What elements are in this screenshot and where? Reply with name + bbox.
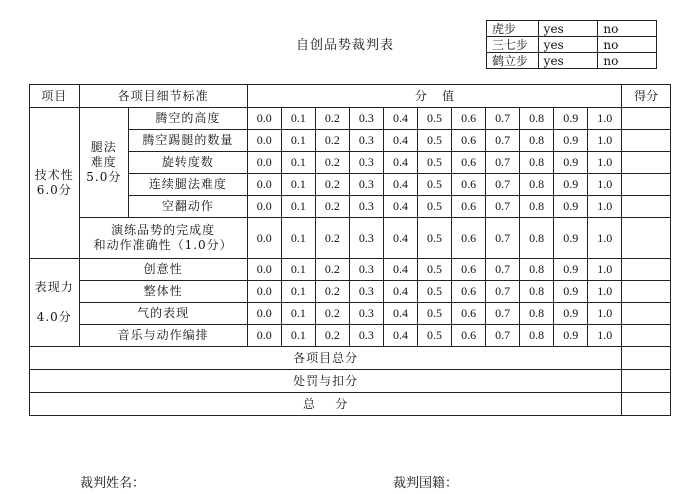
kick-criterion: 旋转度数 <box>129 152 248 174</box>
score-value-cell[interactable]: 0.5 <box>418 152 452 174</box>
score-value-cell[interactable]: 0.6 <box>452 130 486 152</box>
score-value-cell[interactable]: 0.5 <box>418 108 452 130</box>
stance-name: 鹤立步 <box>487 53 539 69</box>
score-value-cell[interactable]: 0.9 <box>554 196 588 218</box>
score-value-cell[interactable]: 0.8 <box>520 259 554 281</box>
score-value-cell[interactable]: 0.3 <box>349 174 383 196</box>
score-value-cell[interactable]: 1.0 <box>588 108 622 130</box>
score-value-cell[interactable]: 0.3 <box>349 303 383 325</box>
score-value-cell[interactable]: 0.7 <box>486 281 520 303</box>
score-value-cell[interactable]: 0.2 <box>315 325 349 347</box>
score-value-cell[interactable]: 0.1 <box>281 130 315 152</box>
score-value-cell[interactable]: 0.6 <box>452 281 486 303</box>
kick-points: 5.0分 <box>86 170 122 184</box>
score-value-cell[interactable]: 0.4 <box>383 196 417 218</box>
score-cell[interactable] <box>622 281 671 303</box>
score-value-cell[interactable]: 0.2 <box>315 281 349 303</box>
score-value-cell[interactable]: 0.5 <box>418 281 452 303</box>
score-value-cell[interactable]: 0.0 <box>247 152 281 174</box>
score-value-cell[interactable]: 0.6 <box>452 152 486 174</box>
score-value-cell[interactable]: 0.8 <box>520 130 554 152</box>
technical-category <box>30 108 80 259</box>
score-value-cell[interactable]: 0.8 <box>520 303 554 325</box>
score-value-cell[interactable]: 0.9 <box>554 281 588 303</box>
score-value-cell[interactable]: 0.5 <box>418 303 452 325</box>
score-value-cell[interactable]: 0.7 <box>486 196 520 218</box>
score-cell[interactable] <box>622 325 671 347</box>
kick-label: 腿法 <box>90 140 117 154</box>
score-value-cell[interactable]: 0.8 <box>520 196 554 218</box>
expression-points: 4.0分 <box>36 310 72 324</box>
score-value-cell[interactable]: 0.1 <box>281 174 315 196</box>
score-value-cell[interactable]: 0.0 <box>247 196 281 218</box>
score-value-cell[interactable]: 0.8 <box>520 108 554 130</box>
score-value-cell[interactable]: 0.6 <box>452 259 486 281</box>
score-value-cell[interactable]: 0.5 <box>418 259 452 281</box>
score-value-cell[interactable]: 0.4 <box>383 152 417 174</box>
judge-nationality-label: 裁判国籍： <box>393 476 459 491</box>
score-cell[interactable] <box>622 303 671 325</box>
score-value-cell[interactable]: 0.8 <box>520 325 554 347</box>
score-value-cell[interactable]: 0.5 <box>418 218 452 259</box>
no-option[interactable]: no <box>598 37 657 53</box>
criteria-row <box>30 303 671 325</box>
score-cell[interactable] <box>622 130 671 152</box>
score-value-cell[interactable]: 0.5 <box>418 130 452 152</box>
score-value-cell[interactable]: 1.0 <box>588 152 622 174</box>
score-value-cell[interactable]: 0.5 <box>418 174 452 196</box>
kick-criterion: 腾空的高度 <box>129 108 248 130</box>
score-value-cell[interactable]: 0.6 <box>452 108 486 130</box>
score-value-cell[interactable]: 0.9 <box>554 303 588 325</box>
kick-criterion: 腾空踢腿的数量 <box>129 130 248 152</box>
score-value-cell[interactable]: 0.9 <box>554 218 588 259</box>
score-cell[interactable] <box>622 259 671 281</box>
penalty-row-label: 处罚与扣分 <box>30 370 622 393</box>
expression-criterion: 气的表现 <box>79 303 247 325</box>
score-value-cell[interactable]: 0.6 <box>452 196 486 218</box>
stance-name: 虎步 <box>487 21 539 37</box>
score-value-cell[interactable]: 0.8 <box>520 174 554 196</box>
score-value-cell[interactable]: 0.6 <box>452 303 486 325</box>
stance-check-table <box>486 20 657 69</box>
technical-points: 6.0分 <box>36 183 72 197</box>
score-value-cell[interactable]: 0.7 <box>486 325 520 347</box>
score-value-cell[interactable]: 1.0 <box>588 281 622 303</box>
score-value-cell[interactable]: 0.4 <box>383 303 417 325</box>
expression-criterion: 音乐与动作编排 <box>79 325 247 347</box>
score-value-cell[interactable]: 0.0 <box>247 218 281 259</box>
score-value-cell[interactable]: 0.1 <box>281 259 315 281</box>
completion-line2: 和动作准确性（1.0分） <box>93 238 233 252</box>
header-score: 得分 <box>622 85 671 108</box>
score-value-cell[interactable]: 0.0 <box>247 325 281 347</box>
score-value-cell[interactable]: 0.9 <box>554 152 588 174</box>
kick-label-2: 难度 <box>90 155 117 169</box>
score-cell[interactable] <box>622 174 671 196</box>
no-option[interactable]: no <box>598 53 657 69</box>
total-items-row-score[interactable] <box>622 347 671 370</box>
score-value-cell[interactable]: 0.3 <box>349 196 383 218</box>
yes-option[interactable]: yes <box>538 21 598 37</box>
score-value-cell[interactable]: 0.9 <box>554 130 588 152</box>
form-title: 自创品势裁判表 <box>295 38 394 53</box>
score-value-cell[interactable]: 0.2 <box>315 218 349 259</box>
yes-option[interactable]: yes <box>538 53 598 69</box>
score-value-cell[interactable]: 1.0 <box>588 325 622 347</box>
score-value-cell[interactable]: 1.0 <box>588 174 622 196</box>
score-cell[interactable] <box>622 108 671 130</box>
score-value-cell[interactable]: 0.3 <box>349 130 383 152</box>
expression-criterion: 创意性 <box>79 259 247 281</box>
score-value-cell[interactable]: 0.1 <box>281 325 315 347</box>
score-value-cell[interactable]: 0.3 <box>349 108 383 130</box>
total-items-row <box>30 347 671 370</box>
score-value-cell[interactable]: 0.7 <box>486 152 520 174</box>
stance-row <box>487 53 657 69</box>
stance-name: 三七步 <box>487 37 539 53</box>
score-value-cell[interactable]: 0.2 <box>315 259 349 281</box>
score-value-cell[interactable]: 0.2 <box>315 130 349 152</box>
score-value-cell[interactable]: 0.8 <box>520 152 554 174</box>
score-value-cell[interactable]: 0.7 <box>486 303 520 325</box>
score-value-cell[interactable]: 0.4 <box>383 281 417 303</box>
score-value-cell[interactable]: 0.4 <box>383 325 417 347</box>
score-value-cell[interactable]: 0.7 <box>486 108 520 130</box>
expression-category <box>30 259 80 347</box>
score-value-cell[interactable]: 0.2 <box>315 108 349 130</box>
score-value-cell[interactable]: 1.0 <box>588 196 622 218</box>
completion-criterion <box>79 218 247 259</box>
score-value-cell[interactable]: 0.6 <box>452 174 486 196</box>
criteria-row <box>30 325 671 347</box>
score-value-cell[interactable]: 1.0 <box>588 218 622 259</box>
score-value-cell[interactable]: 0.0 <box>247 303 281 325</box>
total-row-score[interactable] <box>622 393 671 416</box>
score-value-cell[interactable]: 0.4 <box>383 259 417 281</box>
score-value-cell[interactable]: 0.4 <box>383 108 417 130</box>
penalty-row-score[interactable] <box>622 370 671 393</box>
score-table <box>29 84 671 416</box>
score-value-cell[interactable]: 0.0 <box>247 174 281 196</box>
score-value-cell[interactable]: 0.4 <box>383 174 417 196</box>
score-value-cell[interactable]: 0.1 <box>281 152 315 174</box>
score-value-cell[interactable]: 0.2 <box>315 152 349 174</box>
score-value-cell[interactable]: 0.2 <box>315 303 349 325</box>
score-value-cell[interactable]: 0.8 <box>520 281 554 303</box>
score-value-cell[interactable]: 0.7 <box>486 218 520 259</box>
kick-criterion: 空翻动作 <box>129 196 248 218</box>
score-value-cell[interactable]: 0.4 <box>383 218 417 259</box>
score-value-cell[interactable]: 0.6 <box>452 218 486 259</box>
score-value-cell[interactable]: 0.3 <box>349 259 383 281</box>
score-value-cell[interactable]: 0.4 <box>383 130 417 152</box>
score-value-cell[interactable]: 0.9 <box>554 259 588 281</box>
technical-label: 技术性 <box>34 168 74 182</box>
score-value-cell[interactable]: 0.7 <box>486 259 520 281</box>
header-item: 项目 <box>30 85 80 108</box>
criteria-row <box>30 259 671 281</box>
header-points: 分 值 <box>247 85 622 108</box>
score-value-cell[interactable]: 0.9 <box>554 108 588 130</box>
score-value-cell[interactable]: 1.0 <box>588 259 622 281</box>
score-value-cell[interactable]: 0.9 <box>554 325 588 347</box>
yes-option[interactable]: yes <box>538 37 598 53</box>
no-option[interactable]: no <box>598 21 657 37</box>
score-value-cell[interactable]: 0.3 <box>349 218 383 259</box>
score-value-cell[interactable]: 0.1 <box>281 218 315 259</box>
score-value-cell[interactable]: 0.3 <box>349 281 383 303</box>
penalty-row <box>30 370 671 393</box>
kick-criterion: 连续腿法难度 <box>129 174 248 196</box>
score-value-cell[interactable]: 0.3 <box>349 325 383 347</box>
score-value-cell[interactable]: 0.1 <box>281 281 315 303</box>
total-row-label: 总 分 <box>30 393 622 416</box>
score-value-cell[interactable]: 0.1 <box>281 196 315 218</box>
stance-row <box>487 21 657 37</box>
header-row <box>30 85 671 108</box>
score-cell[interactable] <box>622 218 671 259</box>
score-cell[interactable] <box>622 152 671 174</box>
score-value-cell[interactable]: 0.0 <box>247 281 281 303</box>
score-value-cell[interactable]: 0.9 <box>554 174 588 196</box>
score-value-cell[interactable]: 0.0 <box>247 130 281 152</box>
score-value-cell[interactable]: 0.1 <box>281 303 315 325</box>
score-value-cell[interactable]: 1.0 <box>588 303 622 325</box>
score-value-cell[interactable]: 0.0 <box>247 259 281 281</box>
criteria-row <box>30 108 671 130</box>
score-value-cell[interactable]: 0.2 <box>315 174 349 196</box>
score-value-cell[interactable]: 0.5 <box>418 196 452 218</box>
score-cell[interactable] <box>622 196 671 218</box>
kick-category <box>79 108 129 218</box>
score-value-cell[interactable]: 0.6 <box>452 325 486 347</box>
criteria-row <box>30 218 671 259</box>
header-criteria: 各项目细节标准 <box>79 85 247 108</box>
total-items-row-label: 各项目总分 <box>30 347 622 370</box>
completion-line1: 演练品势的完成度 <box>111 223 216 237</box>
score-value-cell[interactable]: 0.3 <box>349 152 383 174</box>
score-value-cell[interactable]: 0.1 <box>281 108 315 130</box>
score-value-cell[interactable]: 0.0 <box>247 108 281 130</box>
score-value-cell[interactable]: 0.7 <box>486 130 520 152</box>
score-value-cell[interactable]: 0.2 <box>315 196 349 218</box>
score-value-cell[interactable]: 1.0 <box>588 130 622 152</box>
score-value-cell[interactable]: 0.5 <box>418 325 452 347</box>
total-row <box>30 393 671 416</box>
expression-criterion: 整体性 <box>79 281 247 303</box>
criteria-row <box>30 281 671 303</box>
stance-row <box>487 37 657 53</box>
judge-name-label: 裁判姓名： <box>80 476 146 491</box>
score-value-cell[interactable]: 0.8 <box>520 218 554 259</box>
score-value-cell[interactable]: 0.7 <box>486 174 520 196</box>
expression-label: 表现力 <box>34 280 74 294</box>
